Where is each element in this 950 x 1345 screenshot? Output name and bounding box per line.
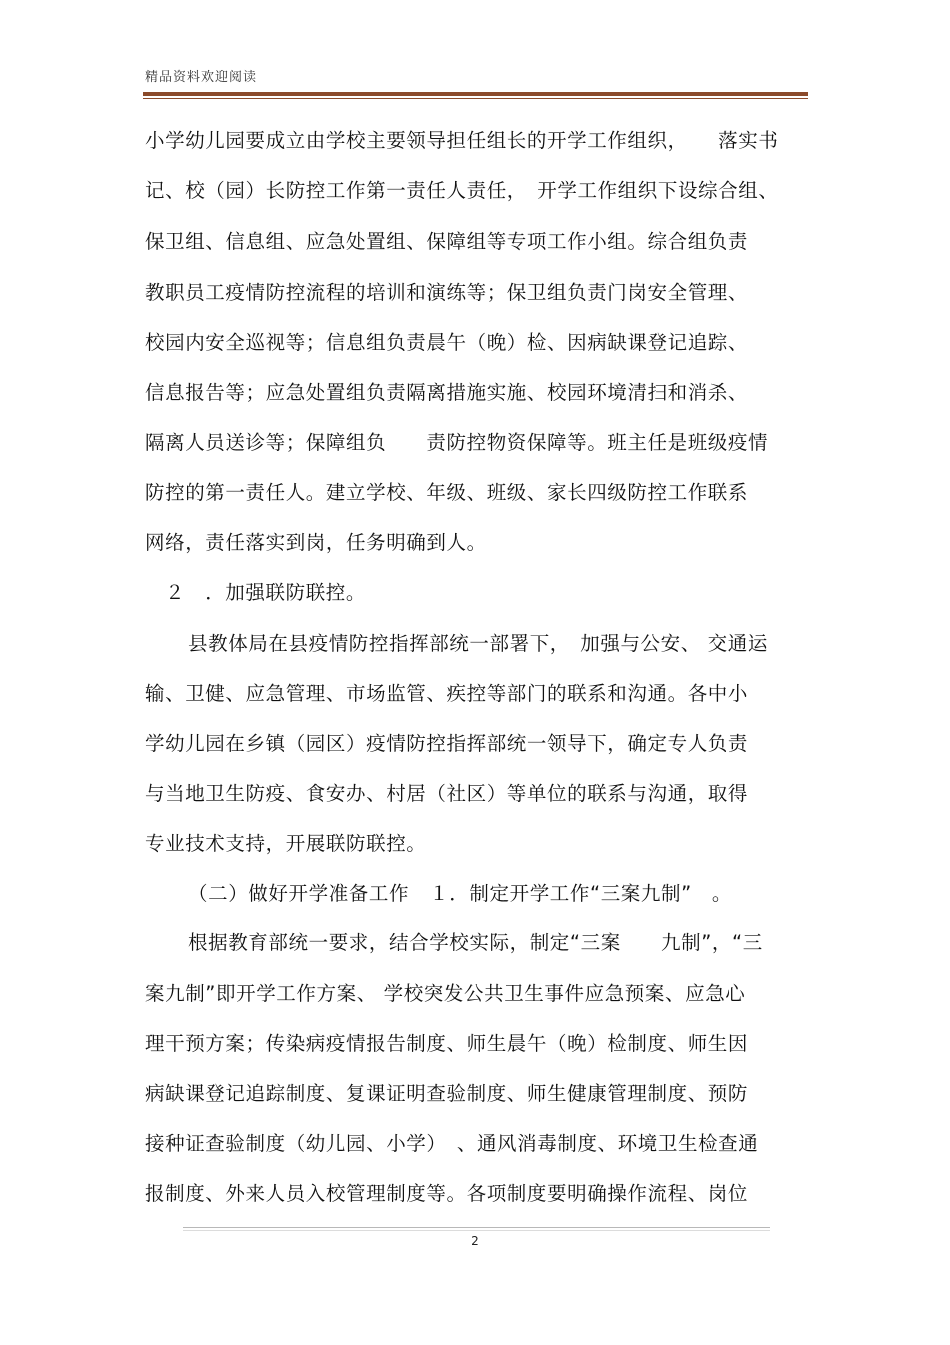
text-line: 学幼儿园在乡镇（园区）疫情防控指挥部统一领导下，确定专人负责 xyxy=(145,732,749,755)
text-line: 县教体局在县疫情防控指挥部统一部署下， 加强与公安、 交通运 xyxy=(188,632,768,655)
footer-divider-light xyxy=(183,1230,770,1231)
text-line: 防控的第一责任人。建立学校、年级、班级、家长四级防控工作联系 xyxy=(145,481,749,504)
text-line: 网络，责任落实到岗，任务明确到人。 xyxy=(145,531,487,554)
header-divider-thin xyxy=(143,98,808,99)
text-line: 保卫组、信息组、应急处置组、保障组等专项工作小组。综合组负责 xyxy=(145,230,749,253)
section-heading: ２ ．加强联防联控。 xyxy=(165,581,367,604)
header-divider xyxy=(143,92,808,96)
text-line: 接种证查验制度（幼儿园、小学） 、通风消毒制度、环境卫生检查通 xyxy=(145,1132,759,1155)
text-line: 隔离人员送诊等；保障组负 责防控物资保障等。班主任是班级疫情 xyxy=(145,431,769,454)
text-line: 报制度、外来人员入校管理制度等。各项制度要明确操作流程、岗位 xyxy=(145,1182,749,1205)
text-line: 与当地卫生防疫、食安办、村居（社区）等单位的联系与沟通，取得 xyxy=(145,782,749,805)
section-heading: （二）做好开学准备工作 １．制定开学工作“三案九制” 。 xyxy=(188,882,733,905)
page-number: 2 xyxy=(471,1234,479,1248)
text-line: 输、卫健、应急管理、市场监管、疾控等部门的联系和沟通。各中小 xyxy=(145,682,749,705)
text-line: 理干预方案；传染病疫情报告制度、师生晨午（晚）检制度、师生因 xyxy=(145,1032,749,1055)
text-line: 病缺课登记追踪制度、复课证明查验制度、师生健康管理制度、预防 xyxy=(145,1082,749,1105)
text-line: 教职员工疫情防控流程的培训和演练等；保卫组负责门岗安全管理、 xyxy=(145,281,749,304)
text-line: 案九制”即开学工作方案、 学校突发公共卫生事件应急预案、应急心 xyxy=(145,982,746,1005)
text-line: 小学幼儿园要成立由学校主要领导担任组长的开学工作组织， 落实书 xyxy=(145,129,779,152)
text-line: 信息报告等；应急处置组负责隔离措施实施、校园环境清扫和消杀、 xyxy=(145,381,749,404)
text-line: 专业技术支持，开展联防联控。 xyxy=(145,832,427,855)
footer-divider xyxy=(183,1227,770,1228)
text-line: 记、校（园）长防控工作第一责任人责任， 开学工作组织下设综合组、 xyxy=(145,179,779,202)
text-line: 根据教育部统一要求，结合学校实际，制定“三案 九制”，“三 xyxy=(188,931,763,954)
page-header-text: 精品资料欢迎阅读 xyxy=(145,70,258,85)
text-line: 校园内安全巡视等；信息组负责晨午（晚）检、因病缺课登记追踪、 xyxy=(145,331,749,354)
